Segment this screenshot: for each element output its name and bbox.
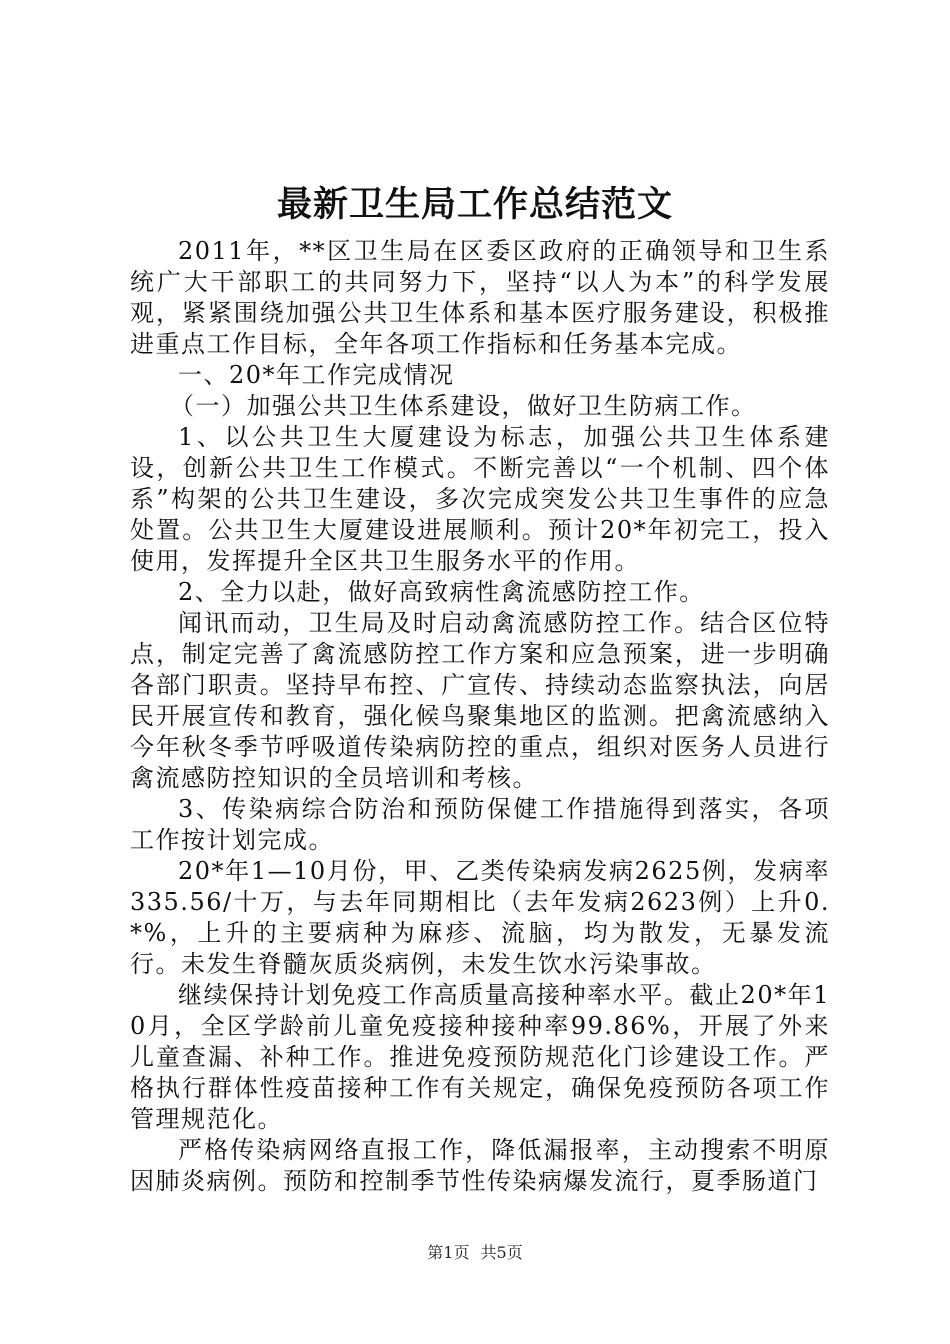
- page-footer: [0, 1242, 950, 1264]
- page-number: 第1页: [427, 1243, 470, 1262]
- paragraph-immunization: 继续保持计划免疫工作高质量高接种率水平。截止20*年10月，全区学龄前儿童免疫接种接种率99.86%，开展了外来儿童查漏、补种工作。推进免疫预防规范化门诊建设工作。严格执行群体性疫苗接种工作有关规定，确保免疫预防各项工作管理规范化。: [130, 981, 830, 1133]
- paragraph-infectious-stats: 20*年1—10月份，甲、乙类传染病发病2625例，发病率335.56/十万，与去年同期相比（去年发病2623例）上升0.*%，上升的主要病种为麻疹、流脑，均为散发，无暴发流行。未发生脊髓灰质炎病例，未发生饮水污染事故。: [130, 857, 830, 978]
- paragraph-item-1: 1、以公共卫生大厦建设为标志，加强公共卫生体系建设，创新公共卫生工作模式。不断完善以“一个机制、四个体系”构架的公共卫生建设，多次完成突发公共卫生事件的应急处置。公共卫生大厦建设进展顺利。预计20*年初完工，投入使用，发挥提升全区共卫生服务水平的作用。: [130, 423, 830, 575]
- paragraph-intro: 2011年，**区卫生局在区委区政府的正确领导和卫生系统广大干部职工的共同努力下，坚持“以人为本”的科学发展观，紧紧围绕加强公共卫生体系和基本医疗服务建设，积极推进重点工作目标，全年各项工作指标和任务基本完成。: [130, 237, 830, 358]
- section-heading-1: 一、20*年工作完成情况: [178, 361, 455, 389]
- paragraph-item-3: 3、传染病综合防治和预防保健工作措施得到落实，各项工作按计划完成。: [130, 795, 830, 854]
- document-body: [130, 236, 830, 1197]
- paragraph-item-2: 2、全力以赴，做好高致病性禽流感防控工作。: [178, 578, 705, 606]
- page-total: 共5页: [480, 1243, 523, 1262]
- paragraph-reporting: 严格传染病网络直报工作，降低漏报率，主动搜索不明原因肺炎病例。预防和控制季节性传染病爆发流行，夏季肠道门: [130, 1136, 830, 1195]
- page-title: 最新卫生局工作总结范文: [276, 184, 673, 225]
- subsection-heading-1: （一）加强公共卫生体系建设，做好卫生防病工作。: [170, 392, 757, 420]
- paragraph-avian-flu: 闻讯而动，卫生局及时启动禽流感防控工作。结合区位特点，制定完善了禽流感防控工作方案和应急预案，进一步明确各部门职责。坚持早布控、广宣传、持续动态监察执法，向居民开展宣传和教育，强化候鸟聚集地区的监测。把禽流感纳入今年秋冬季节呼吸道传染病防控的重点，组织对医务人员进行禽流感防控知识的全员培训和考核。: [130, 609, 830, 792]
